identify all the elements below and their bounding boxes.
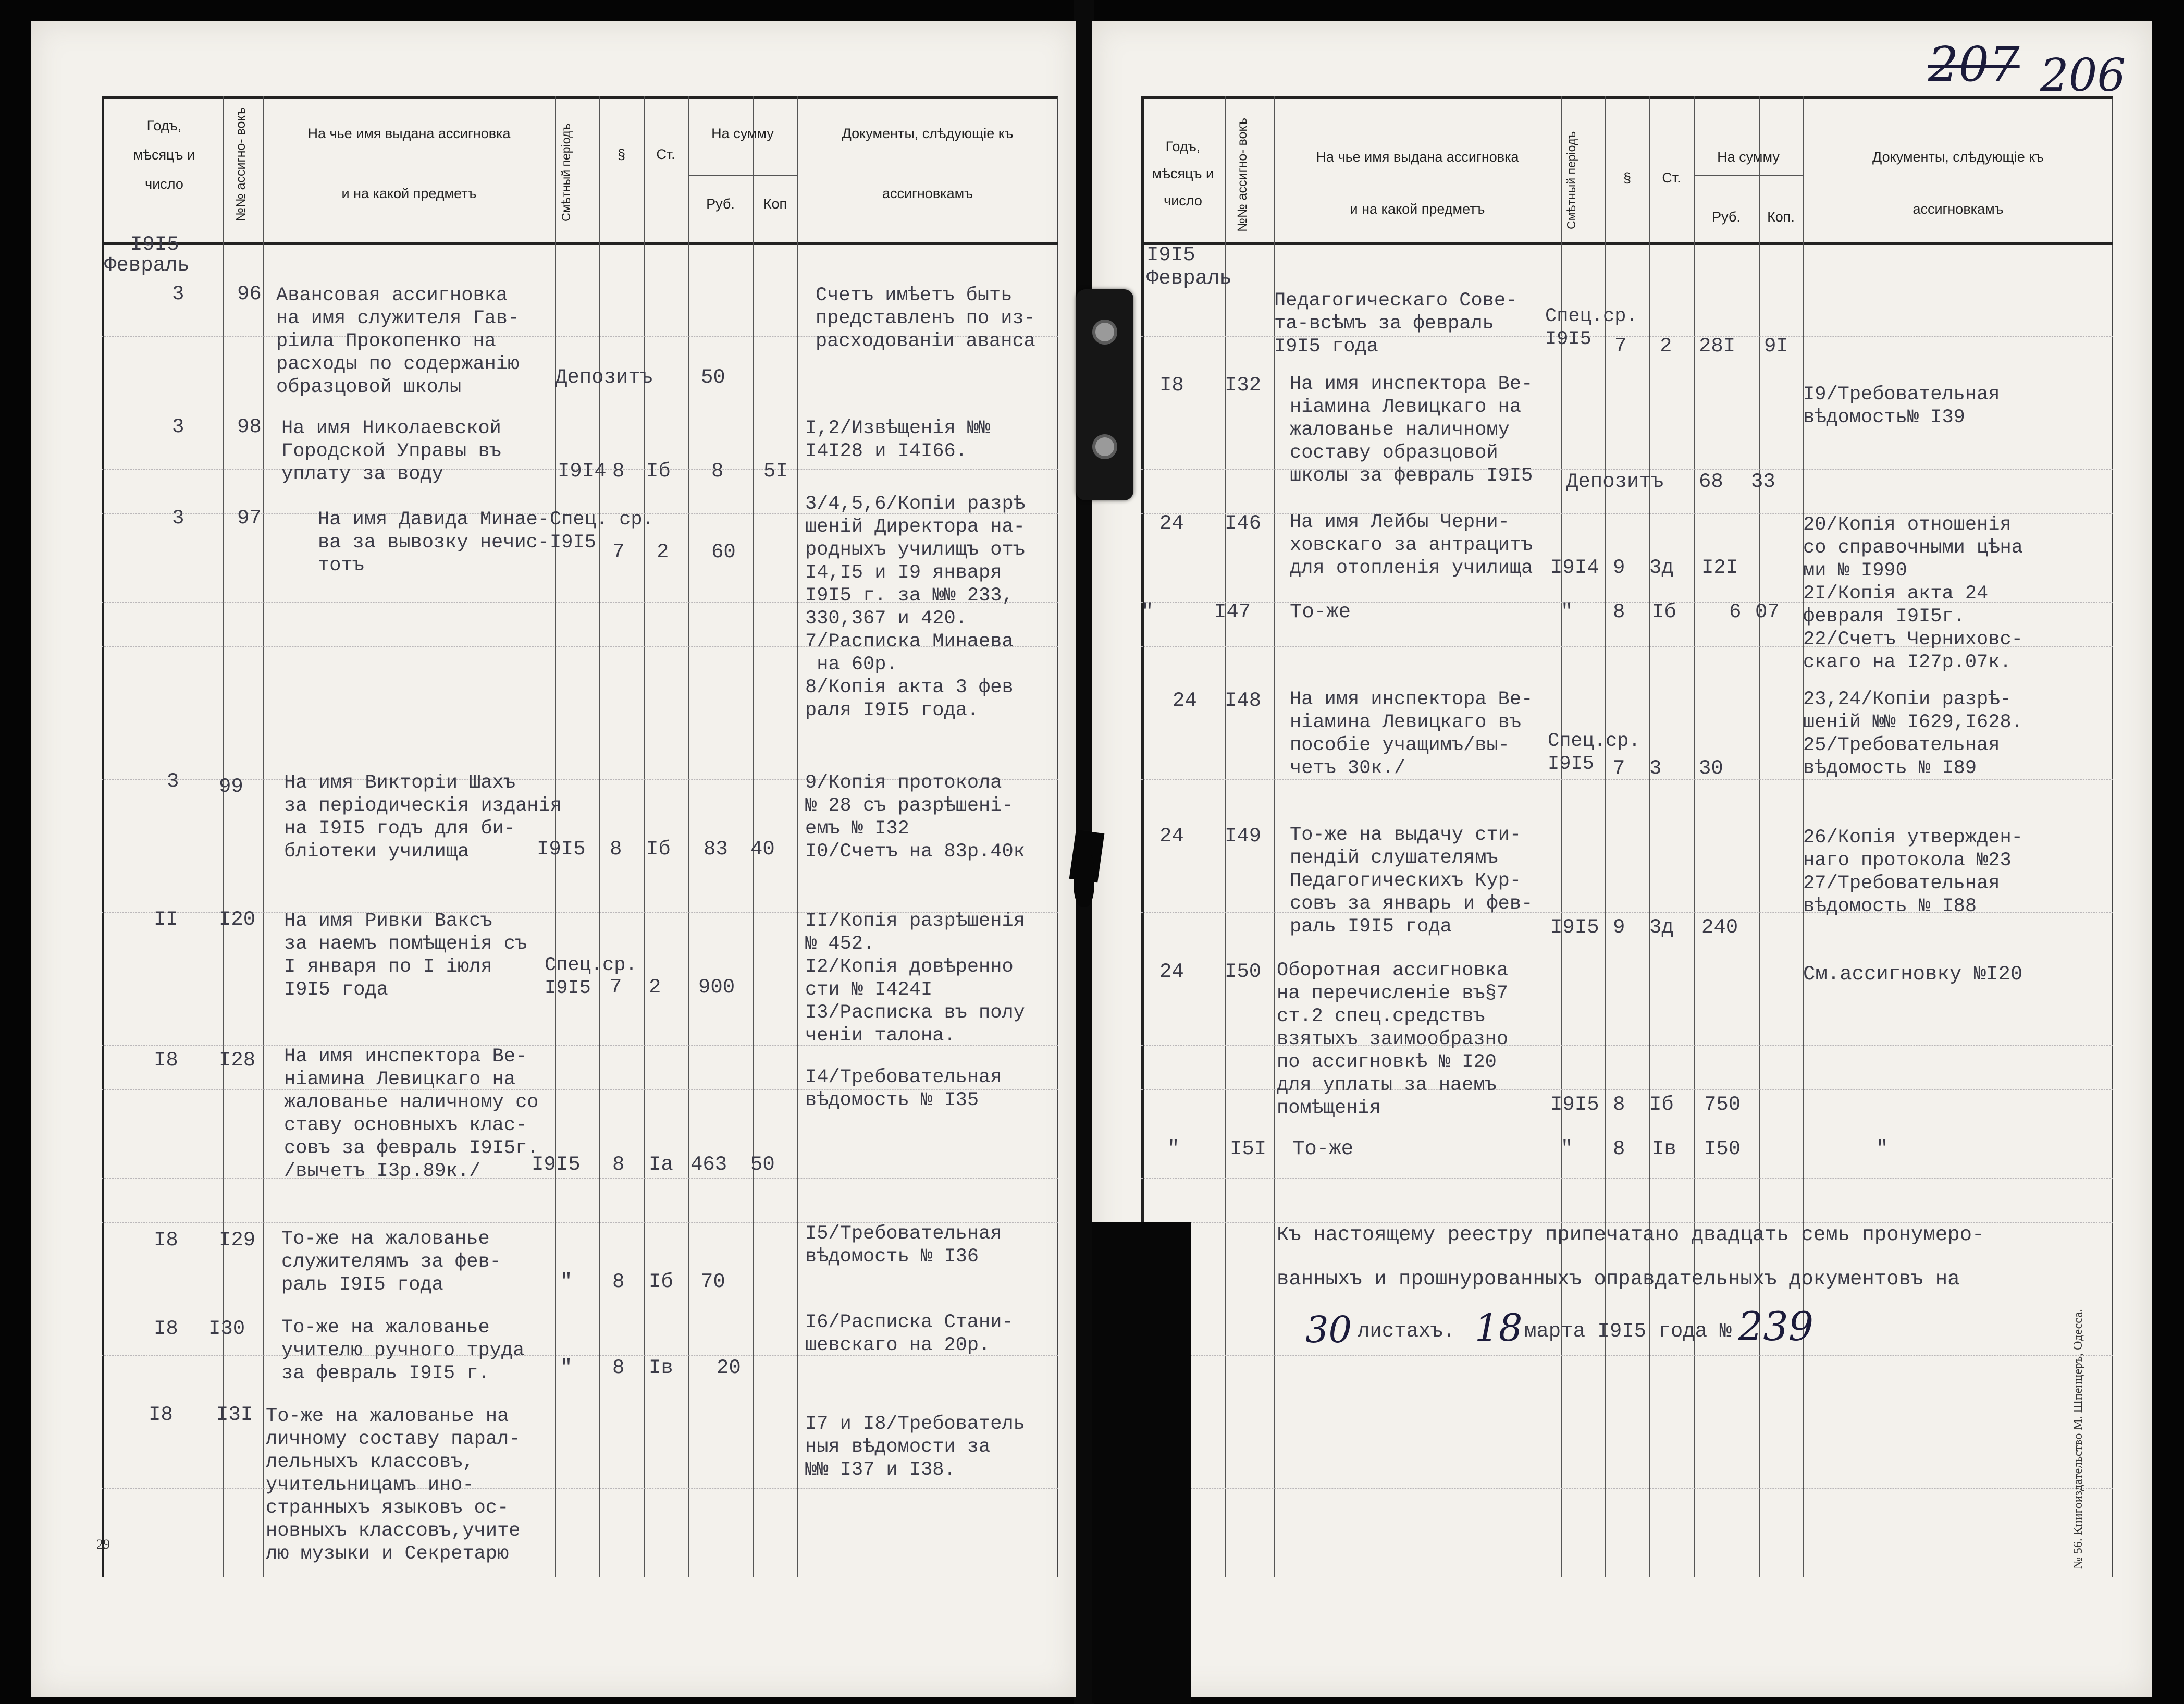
- right-year: I9I5: [1146, 243, 1195, 266]
- header-paragraph: §: [1623, 170, 1632, 186]
- header-rub: Руб.: [1712, 209, 1741, 225]
- paper-tear: [1074, 850, 1094, 907]
- header-docs-2: ассигновкамъ: [1912, 201, 2004, 217]
- header-date: Годъ, мѣсяцъ и число: [133, 118, 195, 192]
- printer-imprint: № 56. Книгоиздательство М. Шпенцеръ, Одесса.: [2071, 1309, 2085, 1569]
- header-period: Смѣтный періодъ: [559, 123, 573, 222]
- header-article: Ст.: [1662, 170, 1681, 186]
- handwritten-sheet-count: 30: [1305, 1308, 1352, 1351]
- left-month: Февраль: [104, 254, 190, 277]
- header-rub: Руб.: [706, 196, 735, 212]
- header-rule: [102, 242, 1058, 245]
- header-name: На чье имя выдана ассигновка: [1316, 149, 1519, 165]
- header-subject: и на какой предметъ: [1350, 201, 1485, 217]
- header-rule: [1141, 242, 2113, 245]
- header-name: На чье имя выдана ассигновка: [307, 126, 511, 141]
- handwritten-register-number: 239: [1738, 1303, 1814, 1350]
- folio-number: 206: [2040, 50, 2126, 102]
- left-year: I9I5: [130, 233, 179, 256]
- header-subject: и на какой предметъ: [341, 186, 477, 201]
- header-docs: Документы, слѣдующіе къ: [1872, 149, 2044, 165]
- missing-page-corner: [1092, 1222, 1191, 1703]
- header-article: Ст.: [656, 146, 675, 162]
- header-paragraph: §: [617, 146, 626, 162]
- header-number: №№ ассигно- вокъ: [1235, 117, 1250, 232]
- header-sum: На сумму: [711, 126, 774, 141]
- right-month: Февраль: [1146, 267, 1232, 290]
- header-kop: Коп: [763, 196, 787, 212]
- header-sum: На сумму: [1717, 149, 1780, 165]
- binding-clip: [1076, 289, 1133, 500]
- header-docs: Документы, слѣдующіе къ: [842, 126, 1014, 141]
- struck-folio-number: 207: [1928, 36, 2020, 92]
- header-number: №№ ассигно- вокъ: [233, 107, 248, 222]
- handwritten-day: 18: [1475, 1306, 1523, 1350]
- page-number: 29: [96, 1537, 110, 1552]
- header-docs-2: ассигновкамъ: [882, 186, 973, 201]
- header-period: Смѣтный періодъ: [1564, 131, 1578, 229]
- header-date: Годъ, мѣсяцъ и число: [1152, 139, 1214, 209]
- header-kop: Коп.: [1767, 209, 1795, 225]
